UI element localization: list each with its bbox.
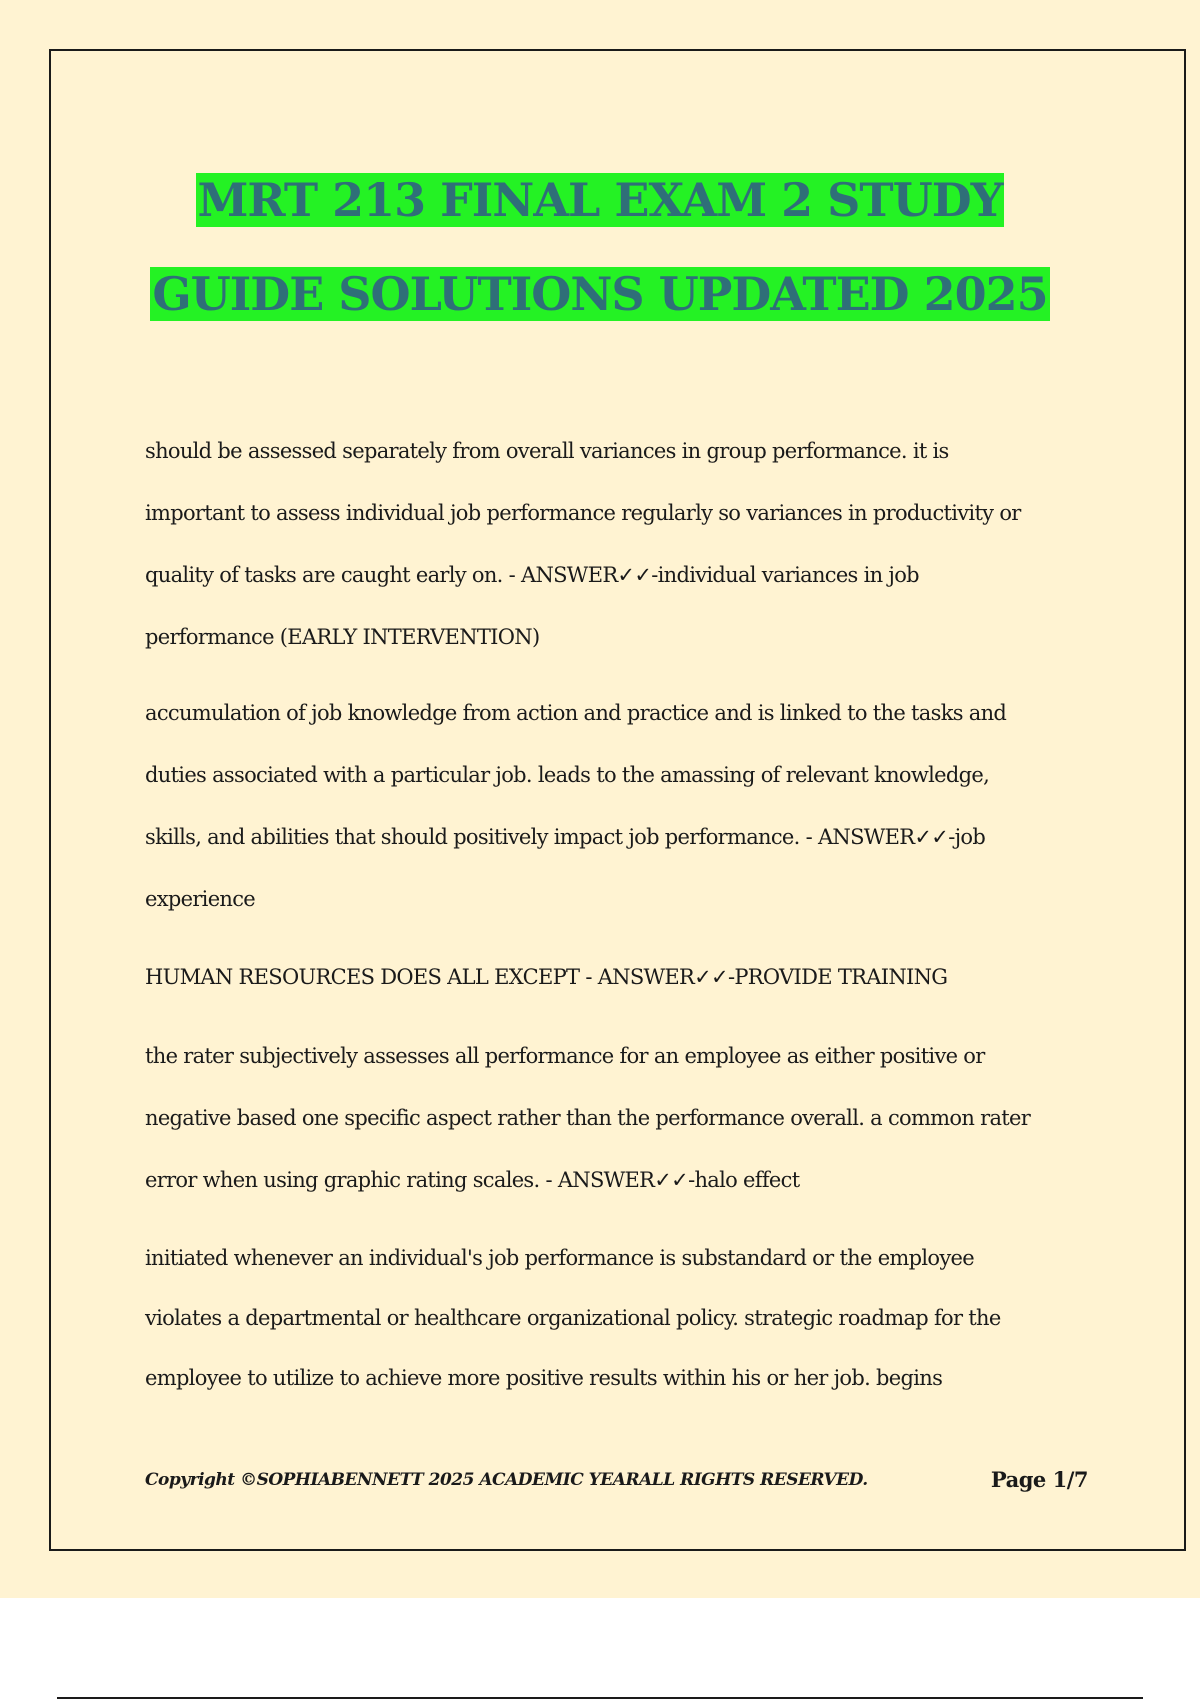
paragraph-3: HUMAN RESOURCES DOES ALL EXCEPT - ANSWER✓✓-PROVIDE TRAINING <box>145 965 948 989</box>
paragraph-1: should be assessed separately from overall variances in group performance. it is important to assess individual job performance regularly so variances in productivity or quality of tasks are caught early on. - ANSWER✓✓-individual variances in job performance (EARLY INTERVENTION) <box>145 439 1021 649</box>
page-number: Page 1/7 <box>990 1467 1088 1492</box>
footer-copyright: Copyright ©SOPHIABENNETT 2025 ACADEMIC YEARALL RIGHTS RESERVED. <box>145 1470 868 1490</box>
title-highlight-1: MRT 213 FINAL EXAM 2 STUDY <box>197 173 1003 227</box>
paragraph-2: accumulation of job knowledge from action and practice and is linked to the tasks and duties associated with a particular job. leads to the amassing of relevant knowledge, skills, and abilities that should positively impact job performance. - ANSWER✓✓-job experience <box>145 701 1007 911</box>
paragraph-5: initiated whenever an individual's job performance is substandard or the employee violates a departmental or healthcare organizational policy. strategic roadmap for the employee to utilize to achieve more positive results within his or her job. begins <box>145 1246 1001 1390</box>
title-highlight-2: GUIDE SOLUTIONS UPDATED 2025 <box>152 267 1048 321</box>
paragraph-4: the rater subjectively assesses all performance for an employee as either positive or negative based one specific aspect rather than the performance overall. a common rater error when using graphic rating scales. - ANSWER✓✓-halo effect <box>145 1044 1031 1192</box>
document-title-line-1 <box>0 168 1200 232</box>
document-title-line-2 <box>0 262 1200 326</box>
next-page-top-border <box>57 1697 1143 1699</box>
